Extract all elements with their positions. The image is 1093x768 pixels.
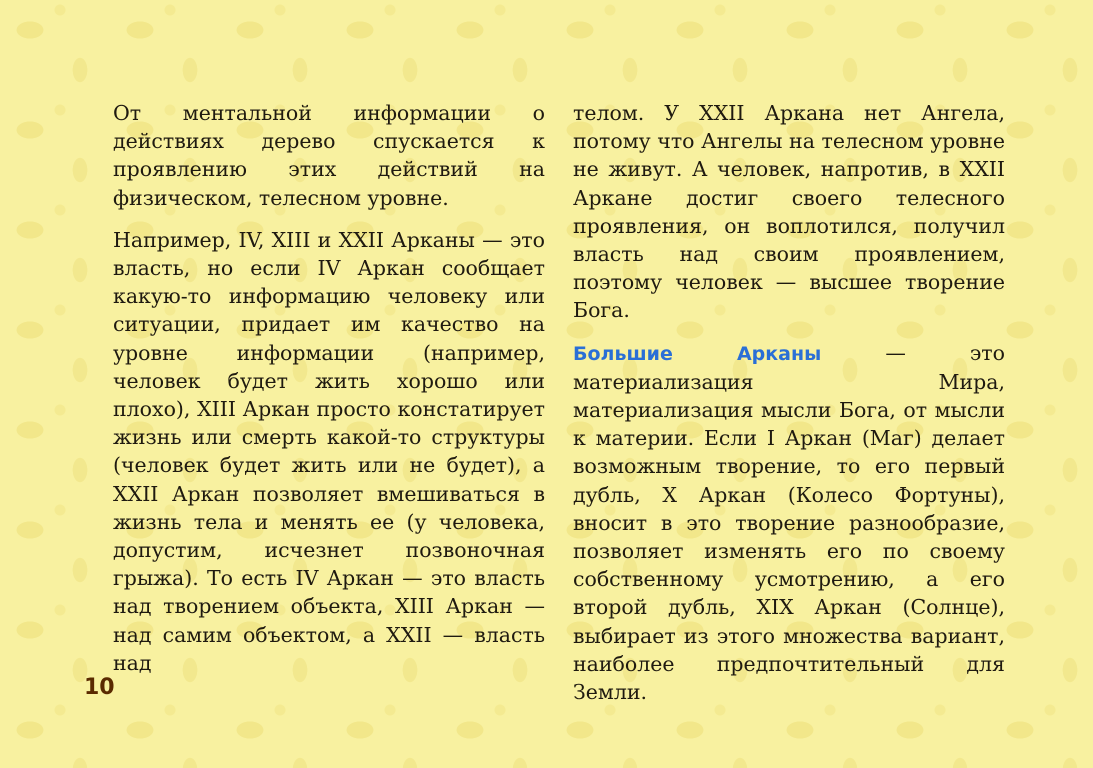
right-paragraph-1: телом. У XXII Аркана нет Ангела, потому что Ангелы на телесном уровне не живут. А человек, напротив, в XXII Аркане достиг своего телесного проявления, он воплотился, получил власть над своим проявлением, поэтому человек — высшее творение Бога. — [573, 101, 1005, 323]
right-paragraph-2 — [573, 339, 1005, 707]
highlight-term: Большие Арканы — [573, 342, 822, 365]
left-paragraph-2: Например, IV, XIII и XXII Арканы — это власть, но если IV Аркан сообщает какую-то информацию человеку или ситуации, придает им качество на уровне информации (например, человек будет жить хорошо или плохо), XIII Аркан просто констатирует жизнь или смерть какой-то структуры (человек будет жить или не будет), а XXII Аркан позволяет вмешиваться в жизнь тела и менять ее (у человека, допустим, исчезнет позвоночная грыжа). То есть IV Аркан — это власть над творением объекта, XIII Аркан — над самим объектом, а XXII — власть над — [113, 227, 545, 675]
right-text-column — [573, 99, 1005, 706]
left-paragraph-1: От ментальной информации о действиях дерево спускается к проявлению этих действий на физическом, телесном уровне. — [113, 101, 545, 210]
right-paragraph-2-text: — это материализация Мира, материализация мысли Бога, от мысли к материи. Если I Аркан (Маг) делает возможным творение, то его первый дубль, X Аркан (Колесо Фортуны), вносит в это творение разнообразие, позволяет изменять его по своему собственному усмотрению, а его второй дубль, XIX Аркан (Солнце), выбирает из этого множества вариант, наиболее предпочтительный для Земли. — [573, 340, 1005, 705]
page-number: 10 — [84, 675, 115, 700]
left-text-column — [113, 99, 545, 677]
